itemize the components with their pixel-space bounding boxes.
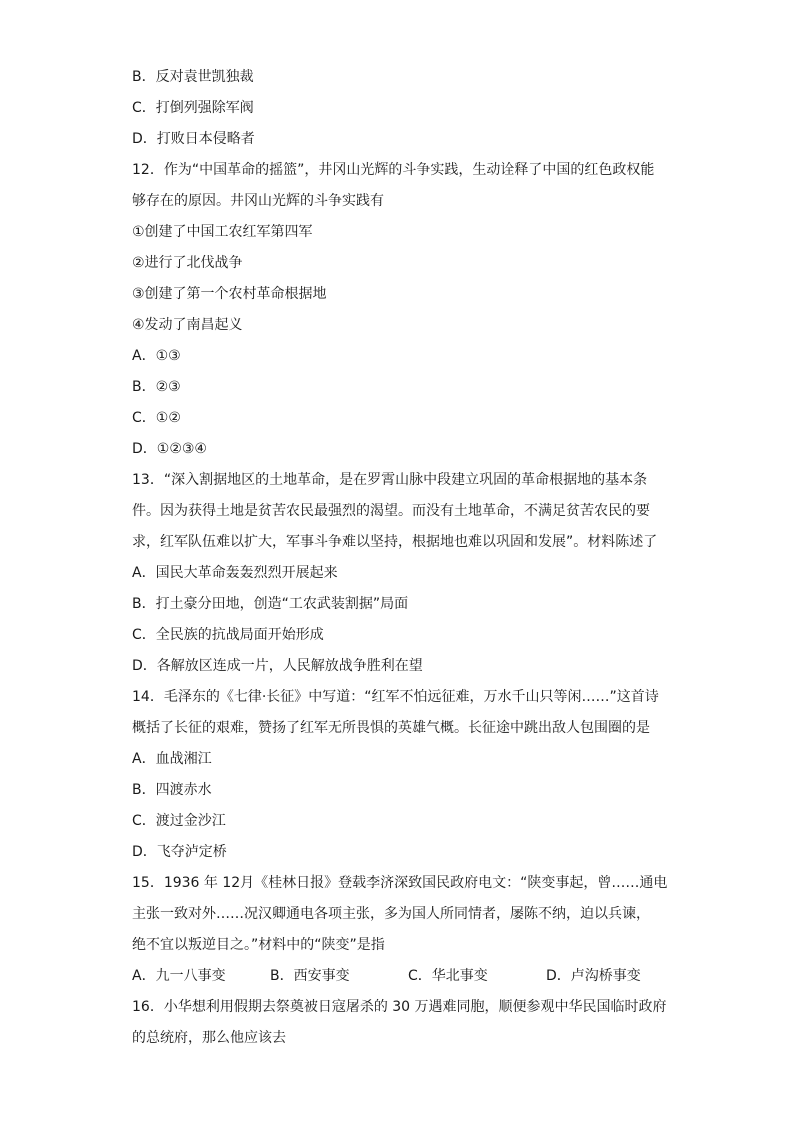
q13-option-b: B．打土豪分田地，创造“工农武装割据”局面 <box>132 596 409 612</box>
q12-item-4: ④发动了南昌起义 <box>132 317 243 333</box>
q16-stem-line-2: 的总统府，那么他应该去 <box>132 1030 286 1046</box>
q12-option-d: D．①②③④ <box>132 441 207 457</box>
q14-option-b: B．四渡赤水 <box>132 782 212 798</box>
q15-option-b: B．西安事变 <box>270 968 350 984</box>
q11-option-b: B．反对袁世凯独裁 <box>132 69 254 85</box>
q14-option-a: A．血战湘江 <box>132 751 212 767</box>
q12-item-2: ②进行了北伐战争 <box>132 255 243 271</box>
q13-stem-line-2: 件。因为获得土地是贫苦农民最强烈的渴望。而没有土地革命，不满足贫苦农民的要 <box>132 503 650 519</box>
q14-stem-line-1: 14．毛泽东的《七律·长征》中写道：“红军不怕远征难，万水千山只等闲……”这首诗 <box>132 689 659 705</box>
q12-option-a: A．①③ <box>132 348 181 364</box>
q15-option-d: D．卢沟桥事变 <box>546 968 641 984</box>
q13-stem-line-3: 求，红军队伍难以扩大，军事斗争难以坚持，根据地也难以巩固和发展”。材料陈述了 <box>132 534 658 550</box>
q11-option-d: D．打败日本侵略者 <box>132 131 255 147</box>
exam-page <box>132 62 672 1054</box>
q12-option-c: C．①② <box>132 410 181 426</box>
q12-item-3: ③创建了第一个农村革命根据地 <box>132 286 327 302</box>
q13-option-c: C．全民族的抗战局面开始形成 <box>132 627 324 643</box>
q12-option-b: B．②③ <box>132 379 181 395</box>
q14-stem-line-2: 概括了长征的艰难，赞扬了红军无所畏惧的英雄气概。长征途中跳出敌人包围圈的是 <box>132 720 650 736</box>
q15-stem-line-3: 绝不宜以叛逆目之。”材料中的“陕变”是指 <box>132 937 385 953</box>
q15-options-row <box>132 961 672 992</box>
q15-stem-line-2: 主张一致对外……况汉卿通电各项主张，多为国人所同情者，屡陈不纳，迫以兵谏， <box>132 906 650 922</box>
q14-option-c: C．渡过金沙江 <box>132 813 226 829</box>
q13-stem-line-1: 13．“深入割据地区的土地革命，是在罗霄山脉中段建立巩固的革命根据地的基本条 <box>132 472 648 488</box>
q14-option-d: D．飞夺泸定桥 <box>132 844 227 860</box>
q15-stem-line-1: 15．1936 年 12月《桂林日报》登载李济深致国民政府电文：“陕变事起，曾……通电 <box>132 875 668 891</box>
q12-stem-line-2: 够存在的原因。井冈山光辉的斗争实践有 <box>132 193 384 209</box>
q13-option-a: A．国民大革命轰轰烈烈开展起来 <box>132 565 338 581</box>
q12-item-1: ①创建了中国工农红军第四军 <box>132 224 313 240</box>
q15-option-c: C．华北事变 <box>408 968 488 984</box>
q12-stem-line-1: 12．作为“中国革命的摇篮”，井冈山光辉的斗争实践，生动诠释了中国的红色政权能 <box>132 162 655 178</box>
q16-stem-line-1: 16．小华想利用假期去祭奠被日寇屠杀的 30 万遇难同胞，顺便参观中华民国临时政府 <box>132 999 667 1015</box>
q15-option-a: A．九一八事变 <box>132 968 226 984</box>
q11-option-c: C．打倒列强除军阀 <box>132 100 254 116</box>
q13-option-d: D．各解放区连成一片，人民解放战争胜利在望 <box>132 658 423 674</box>
